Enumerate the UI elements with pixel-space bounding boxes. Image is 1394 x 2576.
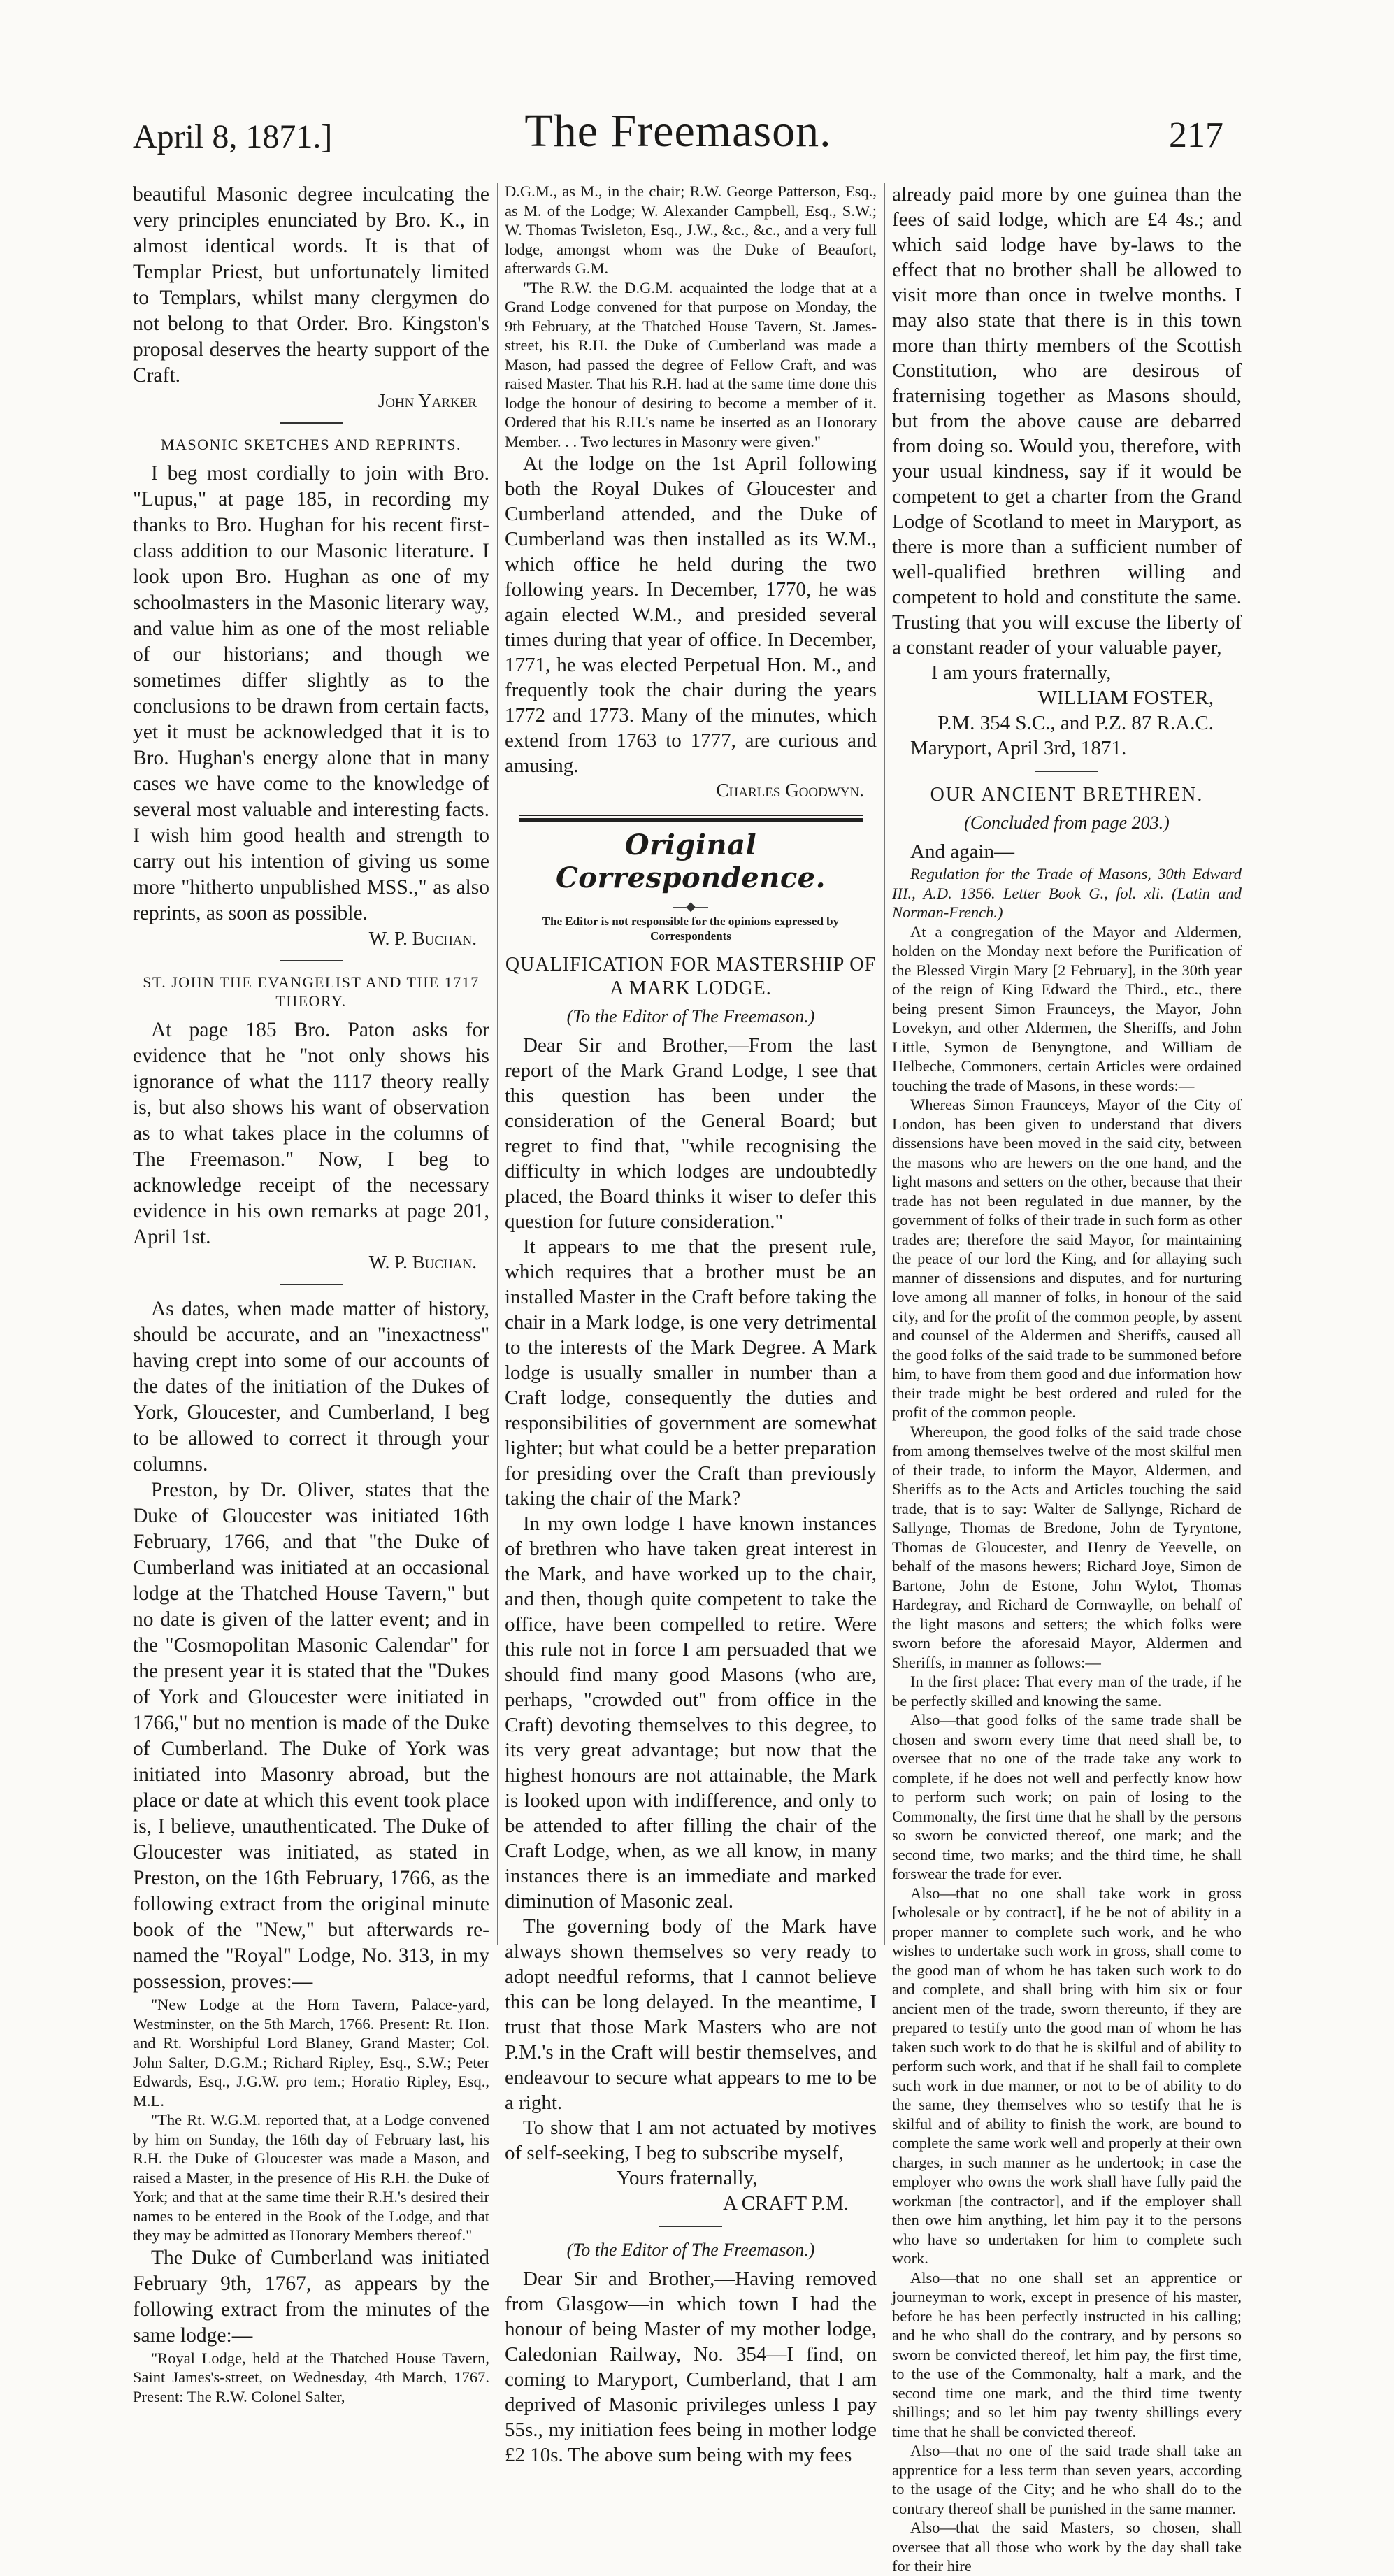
- qualification-paragraph-1: Dear Sir and Brother,—From the last report of the Mark Grand Lodge, I see that this question has been under the consideration of the General Board; but regret to find that, "while recognising the difficulty in which lodges are undoubtedly placed, the Board thinks it wiser to defer this question for future consideration.": [505, 1034, 877, 1233]
- article-paragraph-9: Also—that the said Masters, so chosen, shall oversee that all those who work by the day shall take for their hire: [892, 2519, 1242, 2575]
- dates-paragraph-2: Preston, by Dr. Oliver, states that the Duke of Gloucester was initiated 16th February, 1766, and that "the Duke of Cumberland was initiated at an occasional lodge at the Thatched House Tavern," but no date is given of the latter event; and in the "Cosmopolitan Masonic Calendar" for the present year it is stated that the "Dukes of York and Gloucester were initiated in 1766," but no mention is made of the Duke of Cumberland. The Duke of York was initiated into Masonry abroad, but the place or date at which this event took place is, I believe, unauthenticated. The Duke of Gloucester was initiated, as stated in Preston, on the 16th February, 1766, as the following extract from the original minute book of the "New," but afterwards re-named the "Royal" Lodge, No. 313, in my possession, proves:—: [133, 1479, 489, 1993]
- section-divider: [280, 960, 343, 961]
- minute-quote-3: "Royal Lodge, held at the Thatched House Tavern, Saint James's-street, on Wednesday, 4th March, 1767. Present: The R.W. Colonel Salter,: [133, 2349, 489, 2405]
- qualification-paragraph-2: It appears to me that the present rule, which requires that a brother must be an installed Master in the Craft before taking the chair in a Mark lodge, is one very detrimental to the interests of the Mark Degree. A Mark lodge is usually smaller in number than a Craft lodge, consequently the duties and responsibilities of government are somewhat lighter; but what could be a better preparation for presiding over the Craft than previously taking the chair of the Mark?: [505, 1236, 877, 1510]
- signature-foster-title: P.M. 354 S.C., and P.Z. 87 R.A.C.: [937, 712, 1214, 734]
- section-divider: [1035, 771, 1098, 772]
- dates-paragraph-3: The Duke of Cumberland was initiated February 9th, 1767, as appears by the following extract from the minutes of the same lodge:—: [133, 2246, 489, 2347]
- concluded-note: (Concluded from page 203.): [964, 813, 1170, 833]
- minute-quote-2: "The Rt. W.G.M. reported that, at a Lodge convened by him on Sunday, the 16th day of February last, his R.H. the Duke of Gloucester was made a Mason, and raised a Master, in the presence of His R.H. the Duke of York; and that at the same time their R.H.'s desired their names to be entered in the Book of the Lodge, and that they may be admitted as Honorary Members thereof.": [133, 2111, 489, 2244]
- and-again: And again—: [910, 840, 1014, 863]
- heading-ancient-brethren: OUR ANCIENT BRETHREN.: [930, 784, 1204, 806]
- heavy-double-rule: [519, 815, 863, 822]
- signature-foster: WILLIAM FOSTER,: [1037, 687, 1214, 709]
- article-paragraph-4: In the first place: That every man of the trade, if he be perfectly skilled and knowing the same.: [892, 1673, 1242, 1710]
- qualification-paragraph-3: In my own lodge I have known instances of brethren who have taken great interest in the Mark, and have worked up to the chair, and then, though quite competent to take the office, have been compelled to retire. Were this rule not in force I am persuaded that we should find many good Masons (who are, perhaps, "crowded out" from office in the Craft) devoting themselves to this degree, to its very great advantage; but now that the highest honours are not attainable, the Mark is looked upon with indifference, and only to be attended to after filling the chair of the Craft Lodge, when, as we all know, in many instances there is an immediate and marked diminution of Masonic zeal.: [505, 1512, 877, 1912]
- flourish-ornament: —◆—: [673, 899, 708, 913]
- foster-place-date: Maryport, April 3rd, 1871.: [910, 737, 1127, 759]
- column-2: [505, 182, 877, 2466]
- page-number: 217: [1169, 115, 1223, 155]
- heading-masonic-sketches: MASONIC SKETCHES AND REPRINTS.: [160, 436, 462, 453]
- regulation-title: Regulation for the Trade of Masons, 30th Edward III., A.D. 1356. Letter Book G., fol. xli. (Latin and Norman-French.): [892, 865, 1242, 921]
- closing-foster: I am yours fraternally,: [931, 661, 1112, 684]
- minute-quote-4: "The R.W. the D.G.M. acquainted the lodge that at a Grand Lodge convened for that purpose on Monday, the 9th February, at the Thatched House Tavern, St. James-street, his R.H. the Duke of Cumberland was made a Mason, had passed the degree of Fellow Craft, and was raised Master. That his R.H. had at the same time done this lodge the honour of desiring to become a member of it. Ordered that his R.H.'s name be inserted as an Honorary Member. . . Two lectures in Masonry were given.": [505, 278, 877, 450]
- section-divider: [280, 422, 343, 424]
- article-paragraph-2: Whereas Simon Fraunceys, Mayor of the City of London, has been given to understand that divers dissensions have been moved in the said city, between the masons who are hewers on the one hand, and the light masons and setters on the other, because that their trade has not been regulated in due manner, by the government of folks of their trade in such form as other trades are; therefore the said Mayor, for maintaining the peace of our lord the King, and for allaying such manner of dissensions and disputes, and for nurturing love among all manner of folks, in honour of the said city, and for the profit of the common people, by assent and counsel of the Aldermen and Sheriffs, caused all the good folks of the said trade to be summoned before him, to have from them good and due information how their trade might be best ordered and ruled for the profit of the common people.: [892, 1096, 1242, 1421]
- foster-paragraph-continued: already paid more by one guinea than the fees of said lodge, which are £4 4s.; and which said lodge have by-laws to the effect that no brother shall be allowed to visit more than once in twelve months. I may also state that there is in this town more than thirty members of the Scottish Constitution, who are desirous of fraternising together as Masons should, but from the above cause are debarred from doing so. Would you, therefore, with your usual kindness, say if it would be competent to get a charter from the Grand Lodge of Scotland to meet in Maryport, as there is more than a sufficient number of well-qualified brethren willing and competent to hold and constitute the same. Trusting that you will excuse the liberty of a constant reader of your valuable payer,: [892, 183, 1242, 659]
- editor-disclaimer: The Editor is not responsible for the opinions expressed by Correspondents: [542, 915, 840, 943]
- issue-date: April 8, 1871.]: [133, 118, 333, 155]
- sketches-paragraph: I beg most cordially to join with Bro. "Lupus," at page 185, in recording my thanks to Bro. Hughan for his recent first-class addition to our Masonic literature. I look upon Bro. Hughan as one of my schoolmasters in the Masonic literary way, and value him as one of the most reliable of our historians; and though we sometimes differ slightly as to the conclusions to be drawn from certain facts, yet it must be acknowledged that it is to Bro. Hughan's energy alone that in many cases we have come to the knowledge of several most valuable and interesting facts. I wish him good health and strength to carry out his intention of giving us some more "hitherto unpublished MSS.," as also reprints, as soon as possible.: [133, 462, 489, 924]
- heading-qualification: QUALIFICATION FOR MASTERSHIP OF A MARK LODGE.: [505, 954, 877, 999]
- heading-st-john: ST. JOHN THE EVANGELIST AND THE 1717 THEORY.: [143, 973, 480, 1010]
- minute-quote-1: "New Lodge at the Horn Tavern, Palace-yard, Westminster, on the 5th March, 1766. Present: Rt. Hon. and Rt. Worshipful Lord Blaney, Grand Master; Col. John Salter, D.G.M.; Richard Ripley, Esq., S.W.; Peter Edwards, Esq., J.G.W. pro tem.; Horatio Ripley, Esq., M.L.: [133, 1996, 489, 2110]
- heading-original-correspondence: Original Correspondence.: [555, 829, 826, 894]
- lodge-paragraph: At the lodge on the 1st April following both the Royal Dukes of Gloucester and Cumberland attended, and the Duke of Cumberland was then installed as its W.M., which office he held during the two following years. In December, 1770, he was again elected W.M., and presided several times during that year of office. In December, 1771, he was elected Perpetual Hon. M., and frequently took the chair during the years 1772 and 1773. Many of the minutes, which extend from 1763 to 1777, are curious and amusing.: [505, 452, 877, 777]
- signature-buchan-2: W. P. Buchan.: [368, 1252, 477, 1273]
- signature-buchan-1: W. P. Buchan.: [368, 928, 477, 949]
- minute-quote-continued: D.G.M., as M., in the chair; R.W. George Patterson, Esq., as M. of the Lodge; W. Alexander Campbell, Esq., S.W.; W. Thomas Twisleton, Esq., J.W., &c., &c., and a very full lodge, amongst whom was the Duke of Beaufort, afterwards G.M.: [505, 183, 877, 277]
- column-1: [133, 182, 489, 2405]
- article-paragraph-6: Also—that no one shall take work in gross [wholesale or by contract], if he be not of ability in a proper manner to complete such work, and he who wishes to undertake such work in gross, shall come to the good man of whom he has taken such work to do and complete, and shall bring with him six or four ancient men of the trade, sworn thereunto, if they are prepared to testify unto the good man of whom he has taken such work to do that he is skilful and of ability to perform such work, and that if he shall fail to complete such work in due manner, or not to be of ability to do the same, they themselves who so testify that he is skilful and of ability to finish the work, are bound to complete the same work well and properly at their own charges, in such manner as he undertook; in case the employer who owns the work shall have fully paid the workman [the contractor], and if the employer shall then owe him anything, let him pay it to the persons who have so undertaken for him to complete such work.: [892, 1884, 1242, 2267]
- masthead: [133, 105, 1223, 168]
- column-rule-2: [884, 183, 885, 1945]
- signature-goodwyn: Charles Goodwyn.: [716, 780, 864, 801]
- st-john-paragraph: At page 185 Bro. Paton asks for evidence that he "not only shows his ignorance of what the 1117 theory really is, but also shows his want of observation as to what takes place in the columns of The Freemason." Now, I beg to acknowledge receipt of the necessary evidence in his own remarks at page 201, April 1st.: [133, 1019, 489, 1248]
- signature-yarker: John Yarker: [378, 390, 477, 411]
- to-editor-line-1: (To the Editor of The Freemason.): [566, 1006, 815, 1026]
- column-rule-1: [497, 183, 498, 1945]
- to-editor-line-2: (To the Editor of The Freemason.): [566, 2240, 815, 2260]
- foster-paragraph-1: Dear Sir and Brother,—Having removed from Glasgow—in which town I had the honour of being Master of my mother lodge, Caledonian Railway, No. 354—I find, on coming to Maryport, Cumberland, that I am deprived of Masonic privileges unless I pay 55s., my initiation fees being in mother lodge £2 10s. The above sum being with my fees: [505, 2268, 877, 2466]
- column-3: [892, 182, 1242, 2575]
- signature-craft-pm: A CRAFT P.M.: [723, 2192, 849, 2214]
- dates-paragraph-1: As dates, when made matter of history, should be accurate, and an "inexactness" having crept into some of our accounts of the dates of the initiation of the Dukes of York, Gloucester, and Cumberland, I beg to be allowed to correct it through your columns.: [133, 1298, 489, 1475]
- article-paragraph-7: Also—that no one shall set an apprentice or journeyman to work, except in presence of his master, before he has been perfectly instructed in his calling; and he who shall do the contrary, and by persons so sworn be convicted thereof, let him pay, the first time, to the use of the Commonalty, half a mark, and the second time one mark, and the third time twenty shillings; and so let him pay twenty shillings every time that he shall be convicted thereof.: [892, 2268, 1242, 2440]
- newspaper-title: The Freemason.: [524, 106, 832, 157]
- closing-yours-fraternally: Yours fraternally,: [617, 2167, 758, 2189]
- yarker-letter-end: beautiful Masonic degree inculcating the very principles enunciated by Bro. K., in almost identical words. It is that of Templar Priest, but unfortunately limited to Templars, whilst many clergymen do not belong to that Order. Bro. Kingston's proposal deserves the hearty support of the Craft.: [133, 183, 489, 387]
- article-paragraph-5: Also—that good folks of the same trade shall be chosen and sworn every time that need shall be, to oversee that no one of the trade take any work to complete, if he does not well and perfectly know how to perform such work; on pain of losing to the Commonalty, the first time that he shall by the persons so sworn be convicted thereof, one mark; and the second time, two marks; and the third time, he shall forswear the trade for ever.: [892, 1711, 1242, 1882]
- qualification-paragraph-5: To show that I am not actuated by motives of self-seeking, I beg to subscribe myself,: [505, 2117, 877, 2164]
- article-paragraph-3: Whereupon, the good folks of the said trade chose from among themselves twelve of the most skilful men of their trade, to inform the Mayor, Aldermen, and Sheriffs as to the Acts and Articles touching the said trade, that is to say: Walter de Sallynge, Richard de Sallynge, Thomas de Bredone, John de Tyryntone, Thomas de Gloucester, and Henry de Yeevelle, on behalf of the masons hewers; Richard Joye, Simon de Bartone, John de Estone, John Wylot, Thomas Hardegray, and Richard de Cornwaylle, on behalf of the light masons and setters; the which folks were sworn before the aforesaid Mayor, Aldermen and Sheriffs, in manner as follows:—: [892, 1422, 1242, 1671]
- section-divider: [280, 1284, 343, 1285]
- qualification-paragraph-4: The governing body of the Mark have always shown themselves so very ready to adopt needful reforms, that I cannot believe this can be long delayed. In the meantime, I trust that those Mark Masters who are not P.M.'s in the Craft will bestir themselves, and endeavour to secure what appears to me to be a right.: [505, 1915, 877, 2114]
- section-divider: [659, 2226, 722, 2227]
- article-paragraph-1: At a congregation of the Mayor and Aldermen, holden on the Monday next before the Purification of the Blessed Virgin Mary [2 February], in the 30th year of the reign of King Edward the Third., etc., there being present Simon Fraunceys, the Mayor, John Lovekyn, and other Aldermen, the Sheriffs, and John Little, Symon de Benyngtone, and William de Helbeche, Commoners, certain Articles were ordained touching the trade of Masons, in these words:—: [892, 922, 1242, 1094]
- article-paragraph-8: Also—that no one of the said trade shall take an apprentice for a less term than seven years, according to the usage of the City; and he who shall do to the contrary thereof shall be punished in the same manner.: [892, 2442, 1242, 2517]
